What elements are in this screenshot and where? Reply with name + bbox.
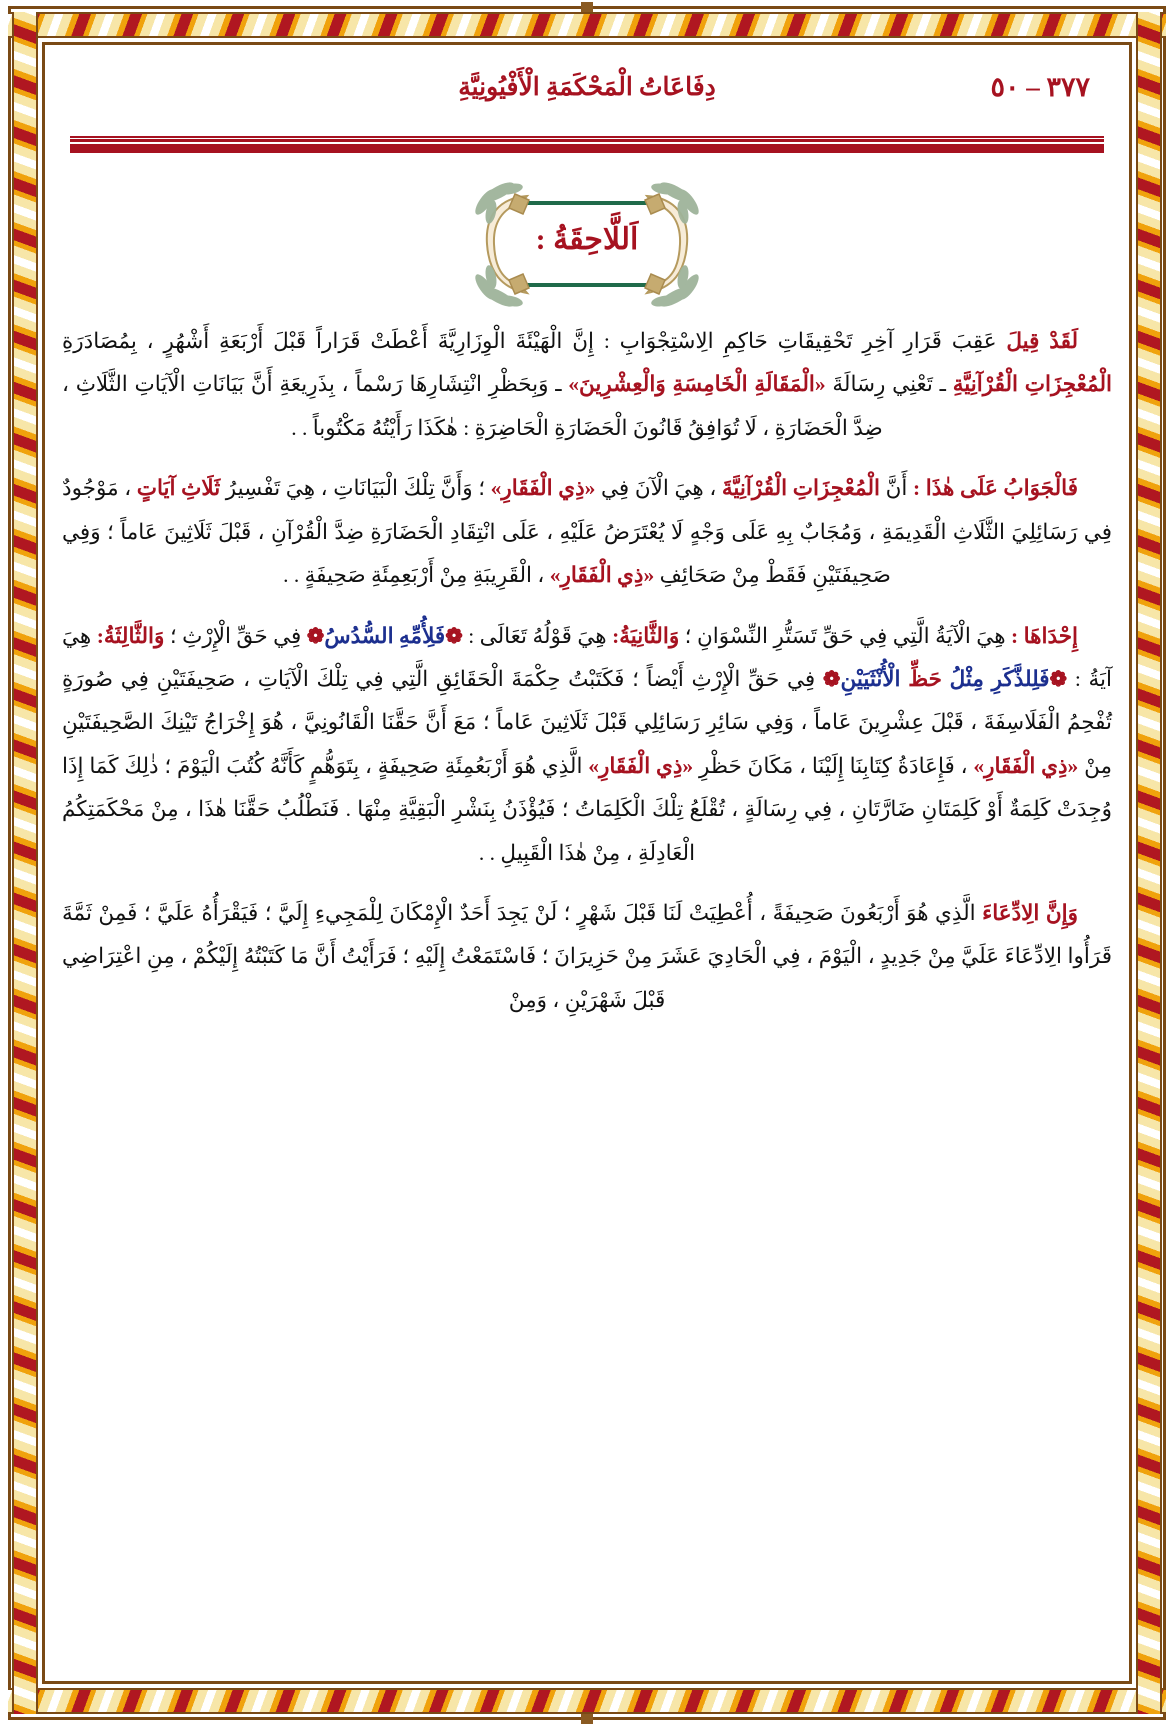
paragraph-3 [62, 615, 1112, 876]
header-rule-thin [70, 136, 1104, 138]
paragraph-2 [62, 467, 1112, 597]
text-run: الْمُعْجِزَاتِ الْقُرْآنِيَّةَ [721, 476, 880, 501]
text-run: ، مَوْجُودٌ فِي رَسَائِلِيَ الثَّلَاثِ الْقَدِيمَةِ ، وَمُجَابٌ بِهِ عَلَى وَجْهٍ لَا يُعْتَرَضُ عَلَيْهِ ، عَلَى انْتِقَادِ الْحَضَارَةِ ضِدَّ الْقُرْآنِ ، قَبْلَ ثَلَاثِينَ عَاماً ؛ وَفِي صَحِيفَتَيْنِ فَقَطْ مِنْ صَحَائِفِ [62, 476, 1112, 588]
text-run: عَقِبَ قَرَارِ آخِرِ تَحْقِيقَاتِ حَاكِمِ الِاسْتِجْوَابِ : إِنَّ الْهَيْئَةَ الْوِزَارِيَّةَ أَعْطَتْ قَرَاراً قَبْلَ أَرْبَعَةِ أَشْهُرٍ ، بِمُصَادَرَةِ [62, 329, 1007, 353]
text-run: وَإِنَّ الِادِّعَاءَ [982, 901, 1078, 926]
text-run: ـ وَبِحَظْرِ انْتِشَارِهَا رَسْماً ، بِذَرِيعَةِ أَنَّ بَيَانَاتِ الْآيَاتِ الثَّلَاثِ ، ضِدَّ الْحَضَارَةِ ، لَا تُوَافِقُ قَانُونَ الْحَضَارَةِ الْحَاضِرَةِ : هٰكَذَا رَأَيْتُهُ مَكْتُوباً . . [62, 372, 883, 440]
page-header [62, 58, 1112, 148]
document-title: دِفَاعَاتُ الْمَحْكَمَةِ الْأَفْيُونِيَّةِ [458, 74, 716, 101]
text-run: فِي حَقِّ الْإِرْثِ ؛ [164, 623, 307, 648]
text-run: الَّذِي هُوَ أَرْبَعُمِئَةِ صَحِيفَةٍ ، بِتَوَهُّمٍ كَأَنَّهُ كُتُبَ الْيَوْمَ ؛ ذٰلِكَ كَمَا إِذَا وُجِدَتْ كَلِمَةٌ أَوْ كَلِمَتَانِ ضَارَّتَانِ ، فِي رِسَالَةٍ ، تُقْلَعُ تِلْكَ الْكَلِمَاتُ ؛ فَيُؤْذَنُ بِنَشْرِ الْبَقِيَّةِ مِنْهَا . فَنَطْلُبُ حَقَّنَا هٰذَا ، مِنْ مَحْكَمَتِكُمُ الْعَادِلَةِ ، مِنْ هٰذَا الْقَبِيلِ . . [62, 753, 1112, 865]
text-run: فِي حَقِّ الْإِرْثِ أَيْضاً ؛ فَكَتَبْتُ حِكْمَةَ الْحَقَائِقِ الَّتِي فِي تِلْكَ الْآيَاتِ ، صَحِيفَتَيْنِ فِي صُورَةٍ تُفْحِمُ الْفَلَاسِفَةَ ، قَبْلَ عِشْرِينَ عَاماً ، وَفِي سَائِرِ رَسَائِلِي قَبْلَ ثَلَاثِينَ عَاماً ؛ مَعَ أَنَّ حَقَّنَا الْقَانُونِيَّ ، هُوَ إِخْرَاجُ تَيْنِكَ الصَّحِيفَتَيْنِ مِنْ [62, 666, 1112, 778]
text-run: ❁ [306, 623, 325, 648]
section-heading-block [62, 182, 1112, 308]
paragraph-1 [62, 320, 1112, 450]
text-run: وَالثَّانِيَةُ: [612, 623, 680, 648]
page-number: ٣٧٧ – ٥٠ [990, 72, 1090, 102]
text-run: ، الْقَرِيبَةِ مِنْ أَرْبَعِمِئَةِ صَحِيفَةٍ . . [283, 563, 550, 588]
paragraph-4 [62, 892, 1112, 1022]
section-heading: اَللَّاحِقَةُ : [535, 223, 639, 256]
text-run: ثَلَاثِ آيَاتٍ [136, 476, 221, 501]
text-run: لَقَدْ قِيلَ [1006, 329, 1078, 353]
header-rule [70, 142, 1104, 155]
text-run: «الْمَقَالَةِ الْخَامِسَةِ وَالْعِشْرِينَ» [568, 372, 826, 397]
text-run: هِيَ قَوْلُهُ تَعَالَى : [462, 623, 613, 648]
text-run: ؛ وَأَنَّ تِلْكَ الْبَيَانَاتِ ، هِيَ تَفْسِيرُ [220, 476, 491, 501]
text-run: ❁ [1049, 666, 1068, 691]
text-run: فَلِلذَّكَرِ مِثْلُ [941, 666, 1050, 691]
text-run: إِحْدَاهَا : [1011, 623, 1079, 648]
body-text [62, 320, 1112, 1022]
text-run: فَلِأُمِّهِ السُّدُسُ [324, 623, 446, 648]
text-run: «ذِي الْفَقَارِ» [490, 476, 596, 501]
text-run: حَظِّ [900, 666, 942, 691]
text-run: الْأُنْثَيَيْنِ [840, 666, 901, 691]
page-content [62, 58, 1112, 1668]
text-run: فَالْجَوَابُ عَلَى هٰذَا : [912, 476, 1079, 501]
text-run: ، هِيَ الْآنَ فِي [595, 476, 722, 501]
text-run: «ذِي الْفَقَارِ» [588, 753, 694, 778]
text-run: هِيَ الْآيَةُ الَّتِي فِي حَقِّ تَسَتُّرِ النِّسْوَانِ ؛ [679, 623, 1011, 648]
border-chain-right [1136, 12, 1162, 1714]
text-run: «ذِي الْفَقَارِ» [549, 563, 655, 588]
text-run: الْمُعْجِزَاتِ الْقُرْآنِيَّةِ [952, 372, 1113, 397]
text-run: ، فَإِعَادَةُ كِتَابِنَا إِلَيْنَا ، مَكَانَ حَظْرِ [693, 753, 974, 778]
text-run: الَّذِي هُوَ أَرْبَعُونَ صَحِيفَةً ، أُعْطِيَتْ لَنَا قَبْلَ شَهْرٍ ؛ لَنْ يَجِدَ أَحَدٌ الْإِمْكَانَ لِلْمَجِيءِ إِلَيَّ ؛ فَيَقْرَأُهُ عَلَيَّ ؛ فَمِنْ ثَمَّةَ قَرَأُوا الِادِّعَاءَ عَلَيَّ مِنْ جَدِيدٍ ، الْيَوْمَ ، فِي الْحَادِيَ عَشَرَ مِنْ حَزِيرَانَ ؛ فَاسْتَمَعْتُ إِلَيْهِ ؛ فَرَأَيْتُ أَنَّ مَا كَتَبْتُهُ إِلَيْكُمْ ، مِنِ اعْتِرَاضِي قَبْلَ شَهْرَيْنِ ، وَمِنْ [62, 901, 1112, 1012]
text-run: أَنَّ [880, 476, 913, 501]
border-chain-left [12, 12, 38, 1714]
text-run: «ذِي الْفَقَارِ» [973, 753, 1079, 778]
border-nub-top-icon [581, 2, 593, 12]
text-run: هِيَ آيَةُ : [62, 623, 1112, 691]
border-nub-bottom-icon [581, 1714, 593, 1724]
text-run: ❁ [822, 666, 841, 691]
text-run: وَالثَّالِثَةُ: [96, 623, 165, 648]
text-run: ❁ [445, 623, 463, 648]
text-run: ـ تَعْنِي رِسَالَةَ [825, 372, 953, 397]
border-chain-top [8, 12, 1166, 38]
border-chain-bottom [8, 1688, 1166, 1714]
